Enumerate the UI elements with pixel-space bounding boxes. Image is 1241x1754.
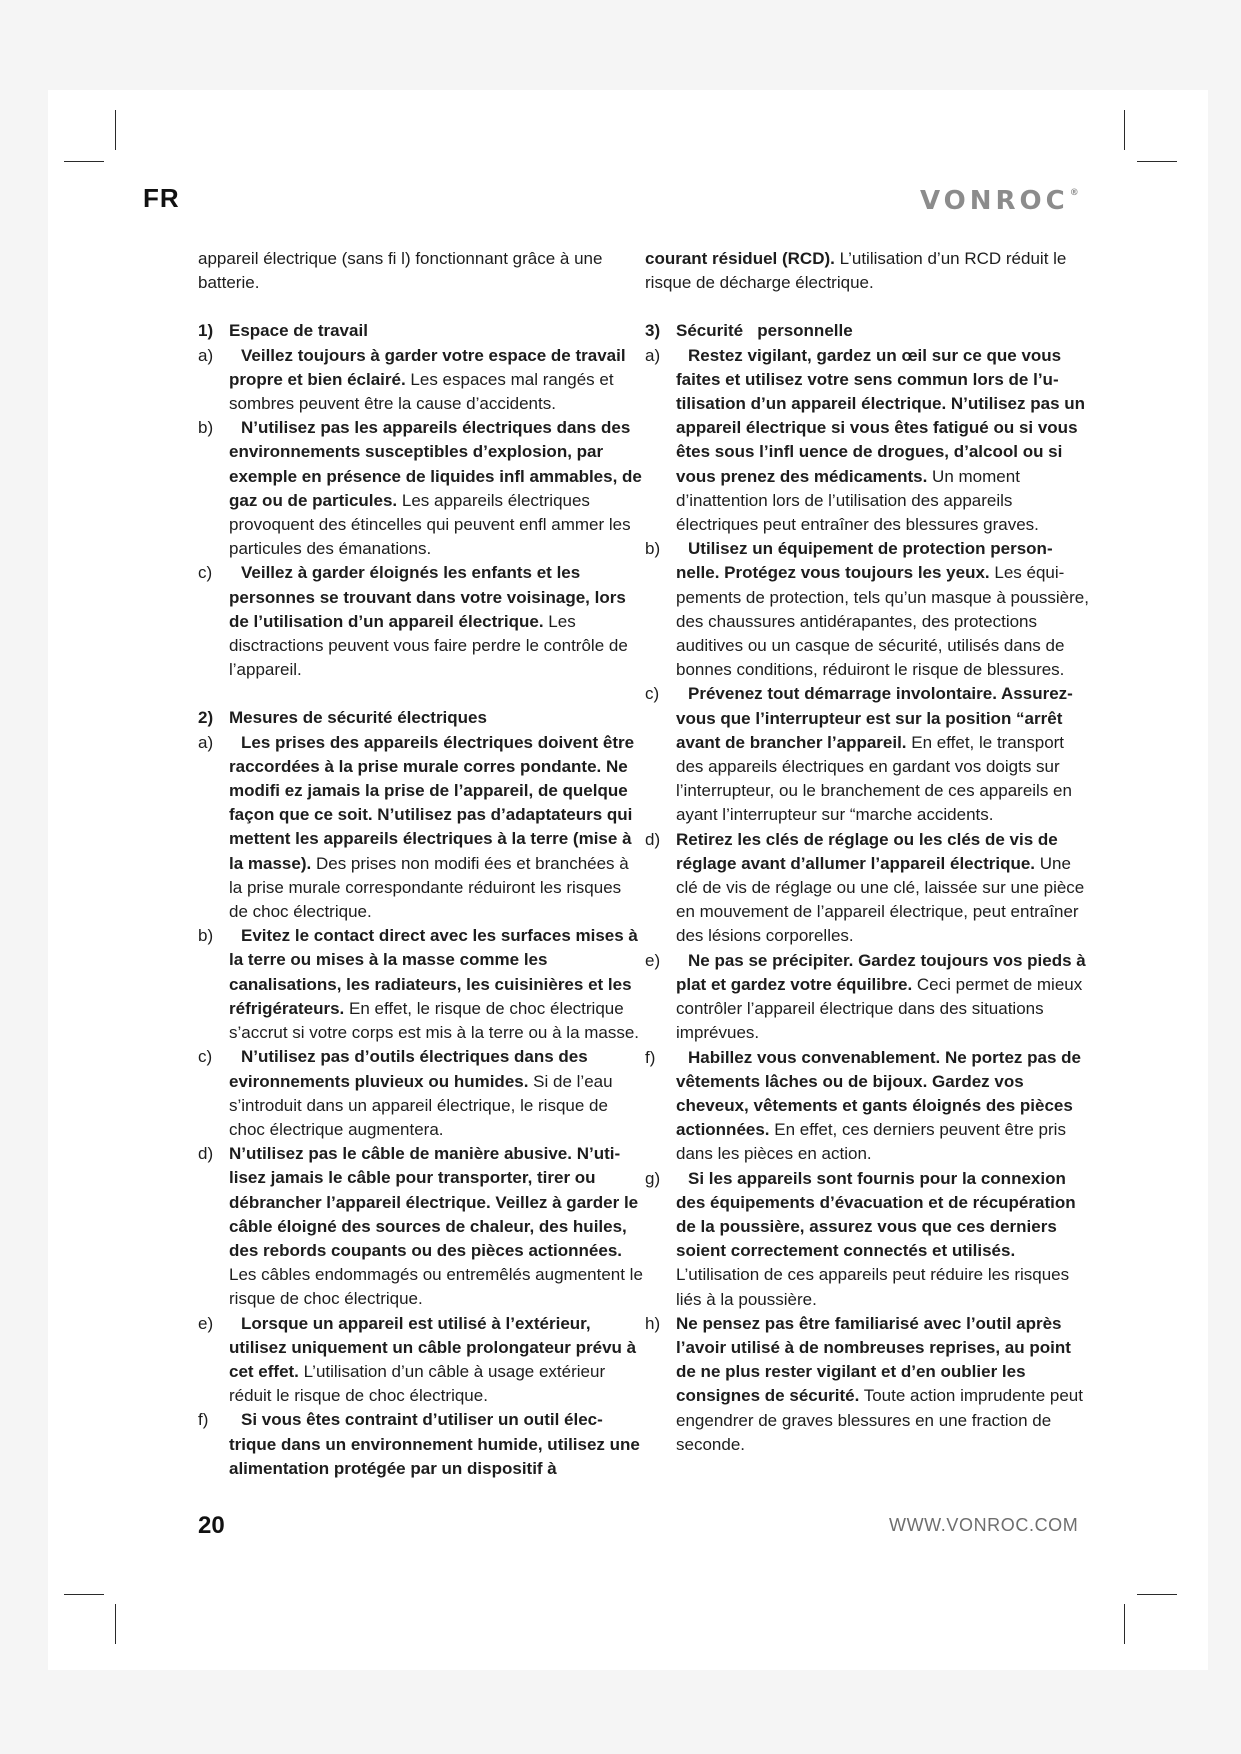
list-item <box>198 344 644 417</box>
item-marker: c) <box>645 684 660 704</box>
list-item <box>645 1167 1090 1312</box>
list-item <box>198 1045 644 1142</box>
section-title: Sécurité personnelle <box>676 321 853 341</box>
item-marker: d) <box>645 829 661 849</box>
list-item <box>645 344 1090 538</box>
section-heading-electrical <box>198 706 644 730</box>
list-item <box>198 416 644 561</box>
item-marker: f) <box>645 1047 656 1067</box>
language-code: FR <box>143 183 180 213</box>
item-marker: a) <box>198 732 214 752</box>
continued-bold-text: courant résiduel (RCD). <box>645 249 835 268</box>
item-text: Une clé de vis de réglage ou une clé, laissée sur une pièce en mouvement de l’appareil électrique, peut entraîner des lésions corporelles. <box>676 853 1085 946</box>
item-marker: e) <box>645 950 661 970</box>
item-text: Ceci permet de mieux contrôler l’appareil électrique dans des situations imprévues. <box>676 974 1083 1043</box>
crop-mark <box>1137 1594 1177 1595</box>
item-bold-text: Habillez vous convenablement. Ne portez pas de vêtements lâches ou de bijoux. Gardez vos cheveux, vêtements et gants éloignés des pièces actionnées. <box>676 1047 1081 1140</box>
crop-mark <box>1137 161 1177 162</box>
item-bold-text: Si vous êtes contraint d’utiliser un outil électrique dans un environnement humide, utilisez une alimentation protégée par un dispositif à <box>229 1410 640 1478</box>
item-bold-text: Veillez à garder éloignés les enfants et les personnes se trouvant dans votre voisinage, lors de l’utilisation d’un appareil électrique. <box>229 563 626 631</box>
item-text: Les espaces mal rangés et sombres peuvent être la cause d’accidents. <box>229 369 614 414</box>
list-item <box>198 1408 644 1481</box>
item-text: Les appareils électriques provoquent des étincelles qui peuvent enfl ammer les particules des émanations. <box>229 490 631 559</box>
item-bold-text: N’utilisez pas les appareils électriques dans des environnements susceptibles d’explosion, par exemple en présence de liquides infl ammables, de gaz ou de particules. <box>229 418 642 510</box>
section-heading-workspace <box>198 319 644 343</box>
item-marker: g) <box>645 1168 661 1188</box>
crop-mark <box>64 1594 104 1595</box>
item-text: L’utilisation de ces appareils peut réduire les risques liés à la poussière. <box>676 1265 1070 1309</box>
list-item <box>645 828 1090 949</box>
item-bold-text: Ne pas se précipiter. Gardez toujours vos pieds à plat et gardez votre équilibre. <box>676 950 1086 994</box>
item-marker: a) <box>645 345 661 365</box>
item-marker: a) <box>198 345 214 365</box>
section-number: 1) <box>198 321 214 341</box>
item-marker: b) <box>198 418 214 438</box>
list-item <box>645 949 1090 1046</box>
intro-paragraph: appareil électrique (sans fi l) fonctionnant grâce à une batterie. <box>198 249 603 293</box>
item-text: Les câbles endommagés ou entremêlés augmentent le risque de choc électrique. <box>229 1265 643 1309</box>
section-title: Espace de travail <box>229 321 368 341</box>
right-column <box>645 247 1090 1457</box>
list-item <box>198 1312 644 1409</box>
item-text: Toute action imprudente peut engendrer de graves blessures en une fraction de seconde. <box>676 1386 1083 1454</box>
crop-mark <box>115 1604 116 1644</box>
continued-paragraph <box>645 247 1090 295</box>
item-bold-text: Restez vigilant, gardez un œil sur ce que vous faites et utilisez votre sens commun lors de l’utilisation d’un appareil électrique. N’utilisez pas un appareil électrique si vous êtes fatigué ou si vous êtes sous l’infl uence de drogues, d’alcool ou si vous prenez des médicaments. <box>676 345 1086 486</box>
item-marker: b) <box>645 539 661 559</box>
item-text: L’utilisation d’un câble à usage extérieur réduit le risque de choc électrique. <box>229 1361 606 1406</box>
list-item <box>198 561 644 682</box>
crop-mark <box>1124 110 1125 150</box>
item-text: Si de l’eau s’introduit dans un appareil électrique, le risque de choc électrique augmentera. <box>229 1071 613 1139</box>
page-number: 20 <box>198 1512 225 1539</box>
item-bold-text: Utilisez un équipement de protection personnelle. Protégez vous toujours les yeux. <box>676 539 1053 583</box>
website-url: WWW.VONROC.COM <box>889 1515 1079 1535</box>
item-text: En effet, le risque de choc électrique s’accrut si votre corps est mis à la terre ou à la masse. <box>229 998 640 1043</box>
item-bold-text: N’utilisez pas d’outils électriques dans des evironnements pluvieux ou humides. <box>229 1047 588 1091</box>
brand-logo <box>920 186 1079 216</box>
crop-mark <box>115 110 116 150</box>
item-marker: d) <box>198 1144 214 1164</box>
item-bold-text: Retirez les clés de réglage ou les clés de vis de réglage avant d’allumer l’appareil électrique. <box>676 829 1058 873</box>
item-bold-text: Lorsque un appareil est utilisé à l’extérieur, utilisez uniquement un câble prolongateur prévu à cet effet. <box>229 1313 637 1381</box>
item-marker: h) <box>645 1313 661 1333</box>
crop-mark <box>1124 1604 1125 1644</box>
item-bold-text: Si les appareils sont fournis pour la connexion des équipements d’évacuation et de récupération de la poussière, assurez vous que ces derniers soient correctement connectés et utilisés. <box>676 1168 1076 1261</box>
left-column <box>198 247 644 1481</box>
item-bold-text: Veillez toujours à garder votre espace de travail propre et bien éclairé. <box>229 345 626 389</box>
item-bold-text: Prévenez tout démarrage involontaire. Assurez-vous que l’interrupteur est sur la position “arrêt avant de brancher l’appareil. <box>676 684 1073 752</box>
list-item <box>645 537 1090 682</box>
list-item <box>645 1046 1090 1167</box>
item-text: En effet, ces derniers peuvent être pris dans les pièces en action. <box>676 1120 1066 1164</box>
item-marker: f) <box>198 1410 209 1430</box>
item-bold-text: Les prises des appareils électriques doivent être raccordées à la prise murale corres pondante. Ne modifi ez jamais la prise de l’appareil, de quelque façon que ce soit. N’utilisez pas d’adaptateurs qui mettent les appareils électriques à la terre (mise à la masse). <box>229 732 635 873</box>
list-item <box>198 924 644 1045</box>
list-item <box>198 1142 644 1311</box>
item-text: Des prises non modifi ées et branchées à la prise murale correspondante réduiront les risques de choc électrique. <box>229 853 629 922</box>
item-text: En effet, le transport des appareils électriques en gardant vos doigts sur l’interrupteur, ou le branchement de ces appareils en ayant l’interrupteur sur “marche accidents. <box>676 732 1072 825</box>
list-item <box>198 731 644 925</box>
crop-mark <box>64 161 104 162</box>
item-text: Les disctractions peuvent vous faire perdre le contrôle de l’appareil. <box>229 611 628 680</box>
list-item <box>645 682 1090 827</box>
section-title: Mesures de sécurité électriques <box>229 708 487 728</box>
continued-text: L’utilisation d’un RCD réduit le risque de décharge électrique. <box>645 249 1067 293</box>
item-text: Un moment d’inattention lors de l’utilisation des appareils électriques peut entraîner des blessures graves. <box>676 466 1039 535</box>
section-number: 2) <box>198 708 214 728</box>
item-bold-text: Ne pensez pas être familiarisé avec l’outil après l’avoir utilisé à de nombreuses reprises, au point de ne plus rester vigilant et d’en oublier les consignes de sécurité. <box>676 1313 1071 1406</box>
list-item <box>645 1312 1090 1457</box>
section-number: 3) <box>645 321 661 341</box>
section-heading-personal-safety <box>645 319 1090 343</box>
item-bold-text: Evitez le contact direct avec les surfaces mises à la terre ou mises à la masse comme les canalisations, les radiateurs, les cuisinières et les réfrigérateurs. <box>229 926 638 1018</box>
item-marker: c) <box>198 1047 213 1067</box>
item-text: Les équipements de protection, tels qu’un masque à poussière, des chaussures antidérapantes, des protections auditives ou un casque de sécurité, utilisés dans de bonnes conditions, réduiront le risque de blessures. <box>676 563 1089 680</box>
item-marker: b) <box>198 926 214 946</box>
item-marker: e) <box>198 1313 214 1333</box>
brand-name: VONROC <box>920 186 1069 216</box>
item-bold-text: N’utilisez pas le câble de manière abusive. N’utilisez jamais le câble pour transporter, tirer ou débrancher l’appareil électrique. Veillez à garder le câble éloigné des sources de chaleur, des huiles, des rebords coupants ou des pièces actionnées. <box>229 1144 639 1260</box>
brand-registered-mark: ® <box>1069 188 1079 198</box>
item-marker: c) <box>198 563 213 583</box>
